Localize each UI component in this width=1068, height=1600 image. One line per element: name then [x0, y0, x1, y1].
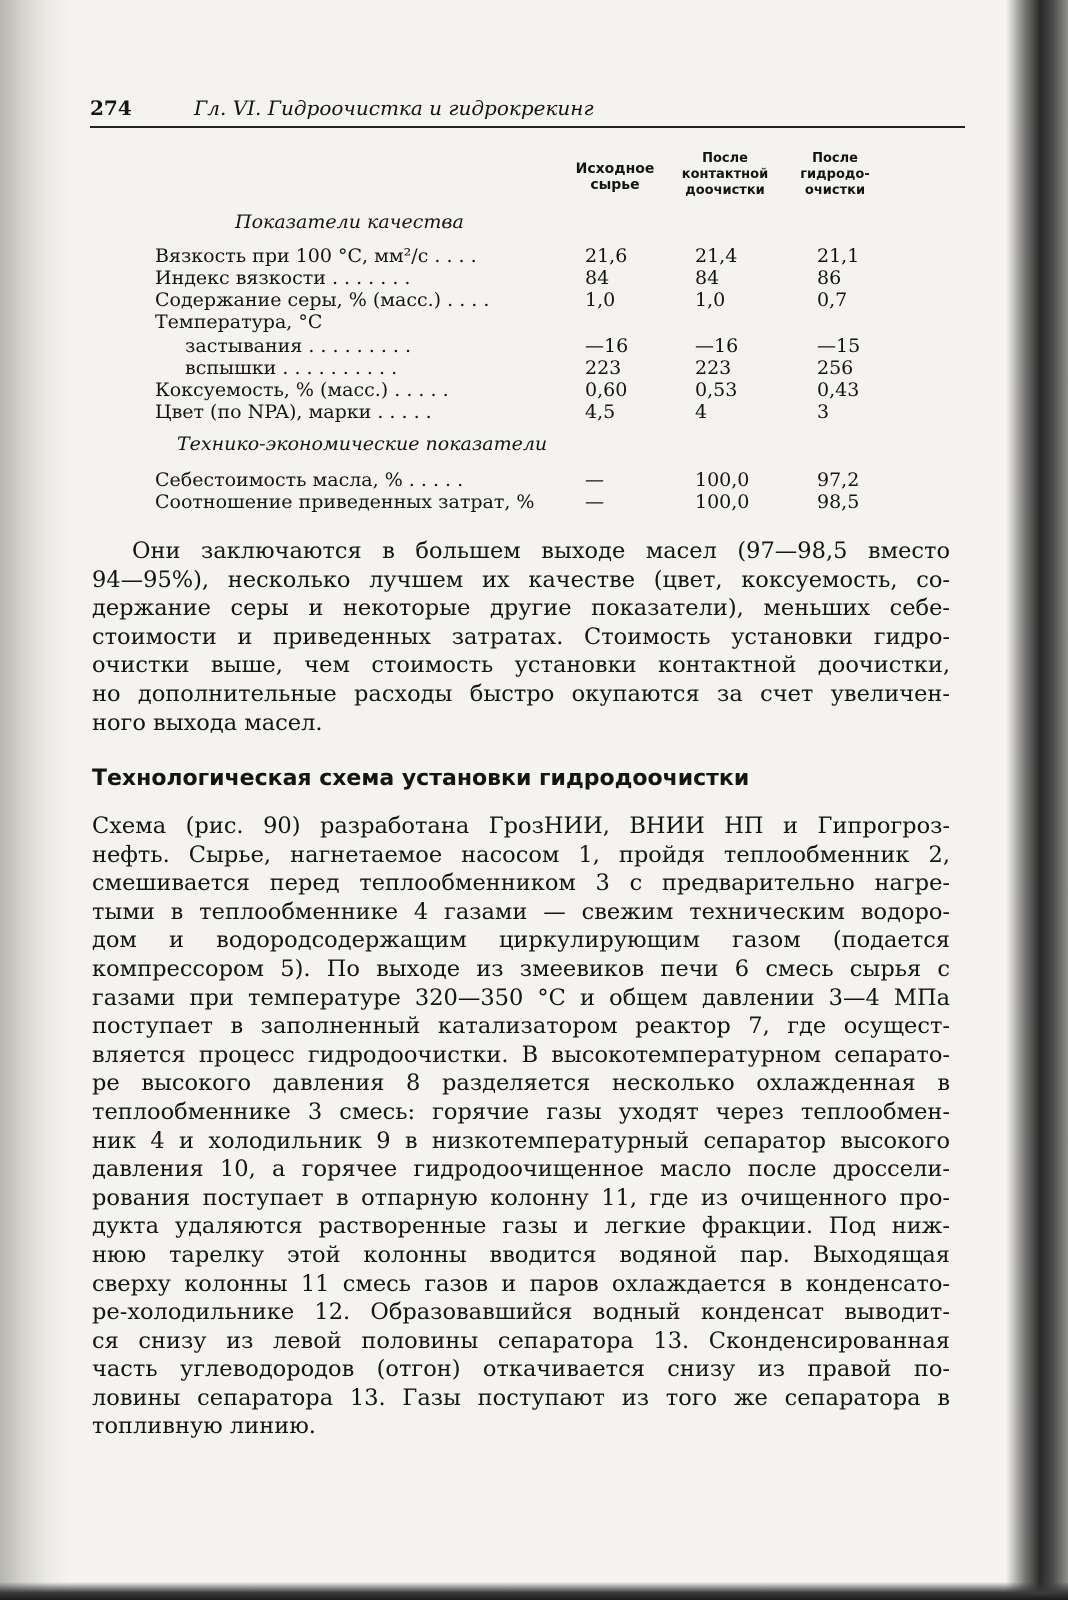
text-line: дом и водородсодержащим циркулирующим газом (подается — [92, 927, 950, 954]
row-label: Вязкость при 100 °С, мм²/с . . . . — [155, 245, 477, 267]
text-line: дукта удаляются растворенные газы и легкие фракции. Под ниж- — [92, 1213, 950, 1240]
text-line: очистки выше, чем стоимость установки контактной доочистки, — [92, 652, 950, 679]
table-row — [155, 311, 895, 333]
text-line: часть углеводородов (отгон) откачивается снизу из правой по- — [92, 1356, 950, 1383]
paragraph-scheme — [92, 812, 950, 1441]
table-row — [155, 379, 895, 401]
table-row — [155, 267, 895, 289]
text-line: но дополнительные расходы быстро окупаются за счет увеличен- — [92, 680, 950, 707]
table-row — [155, 357, 895, 379]
section-title: Технологическая схема установки гидродоочистки — [92, 766, 750, 791]
column-header-contact: После контактной доочистки — [681, 151, 769, 198]
scan-right-shadow — [1006, 0, 1068, 1600]
row-label: Коксуемость, % (масс.) . . . . . — [155, 379, 449, 401]
text-line: ре высокого давления 8 разделяется несколько охлажденная в — [92, 1070, 950, 1097]
text-line: нефть. Сырье, нагнетаемое насосом 1, пройдя теплообменник 2, — [92, 841, 950, 868]
text-line: держание серы и некоторые другие показатели), меньших себе- — [92, 595, 950, 622]
value-feed: 223 — [585, 357, 622, 379]
value-feed: 1,0 — [585, 289, 616, 311]
text-line: смешивается перед теплообменником 3 с предварительно нагре- — [92, 870, 950, 897]
text-line: ре-холодильнике 12. Образовавшийся водный конденсат выводит- — [92, 1299, 950, 1326]
value-hydro: —15 — [817, 335, 861, 357]
value-contact: 223 — [695, 357, 732, 379]
page-header — [90, 94, 965, 128]
value-feed: 21,6 — [585, 245, 628, 267]
value-feed: —16 — [585, 335, 629, 357]
value-feed: — — [585, 491, 604, 513]
text-line: ник 4 и холодильник 9 в низкотемпературный сепаратор высокого — [92, 1127, 950, 1154]
text-line: вляется процесс гидродоочистки. В высокотемпературном сепарато- — [92, 1041, 950, 1068]
scan-bottom-shadow — [0, 1582, 1068, 1600]
row-label: Температура, °С — [155, 311, 323, 333]
value-feed: 84 — [585, 267, 610, 289]
value-contact: —16 — [695, 335, 739, 357]
table-row — [155, 289, 895, 311]
row-label: Содержание серы, % (масс.) . . . . — [155, 289, 490, 311]
row-label: Соотношение приведенных затрат, % — [155, 491, 535, 513]
text-line: стоимости и приведенных затратах. Стоимость установки гидро- — [92, 623, 950, 650]
row-label: застывания . . . . . . . . . — [185, 335, 412, 357]
value-contact: 100,0 — [695, 491, 750, 513]
table-row — [155, 469, 895, 491]
text-line: 94—95%), несколько лучшем их качестве (цвет, коксуемость, со- — [92, 566, 950, 593]
table-row — [155, 491, 895, 513]
page-number: 274 — [90, 96, 132, 120]
value-feed: 0,60 — [585, 379, 628, 401]
column-header-feed: Исходное сырье — [575, 161, 655, 193]
row-label: Цвет (по NPA), марки . . . . . — [155, 401, 432, 423]
text-line: компрессором 5). По выходе из змеевиков печи 6 смесь сырья с — [92, 955, 950, 982]
text-line: сверху колонны 11 смесь газов и паров охлаждается в конденсато- — [92, 1270, 950, 1297]
text-line: газами при температуре 320—350 °С и общем давлении 3—4 МПа — [92, 984, 950, 1011]
text-line: топливную линию. — [92, 1413, 316, 1440]
value-contact: 84 — [695, 267, 720, 289]
text-line: тыми в теплообменнике 4 газами — свежим техническим водоро- — [92, 898, 950, 925]
text-line: теплообменнике 3 смесь: горячие газы уходят через теплообмен- — [92, 1098, 950, 1125]
table-row — [155, 245, 895, 267]
table-section-economic: Технико-экономические показатели — [177, 433, 548, 455]
row-label: Себестоимость масла, % . . . . . — [155, 469, 464, 491]
value-contact: 4 — [695, 401, 708, 423]
scan-left-shadow — [0, 0, 70, 1600]
value-hydro: 3 — [817, 401, 830, 423]
text-line: Схема (рис. 90) разработана ГрозНИИ, ВНИИ НП и Гипрогроз- — [92, 813, 950, 839]
text-line: ловины сепаратора 13. Газы поступают из того же сепаратора в — [92, 1384, 950, 1411]
value-feed: — — [585, 469, 604, 491]
row-label: вспышки . . . . . . . . . . — [185, 357, 398, 379]
table-row — [155, 335, 895, 357]
value-contact: 1,0 — [695, 289, 726, 311]
value-hydro: 97,2 — [817, 469, 860, 491]
value-contact: 100,0 — [695, 469, 750, 491]
text-line: ного выхода масел. — [92, 709, 323, 736]
text-line: давления 10, а горячее гидродоочищенное масло после дроссели- — [92, 1156, 950, 1183]
value-hydro: 21,1 — [817, 245, 860, 267]
text-line: рования поступает в отпарную колонну 11, где из очищенного про- — [92, 1184, 950, 1211]
column-header-hydro: После гидродо-очистки — [800, 151, 870, 198]
value-hydro: 86 — [817, 267, 842, 289]
row-label: Индекс вязкости . . . . . . . — [155, 267, 411, 289]
text-line: поступает в заполненный катализатором реактор 7, где осущест- — [92, 1013, 950, 1040]
value-feed: 4,5 — [585, 401, 616, 423]
value-contact: 21,4 — [695, 245, 738, 267]
table-row — [155, 401, 895, 423]
value-hydro: 0,7 — [817, 289, 848, 311]
value-hydro: 98,5 — [817, 491, 860, 513]
text-line: нюю тарелку этой колонны вводится водяной пар. Выходящая — [92, 1241, 950, 1268]
running-title: Гл. VI. Гидроочистка и гидрокрекинг — [194, 96, 594, 120]
table-section-quality: Показатели качества — [235, 211, 464, 233]
text-line: ся снизу из левой половины сепаратора 13. Сконденсированная — [92, 1327, 950, 1354]
value-hydro: 256 — [817, 357, 854, 379]
value-hydro: 0,43 — [817, 379, 860, 401]
value-contact: 0,53 — [695, 379, 738, 401]
text-line: Они заключаются в большем выходе масел (97—98,5 вместо — [132, 538, 950, 564]
paragraph-advantages — [92, 537, 950, 737]
